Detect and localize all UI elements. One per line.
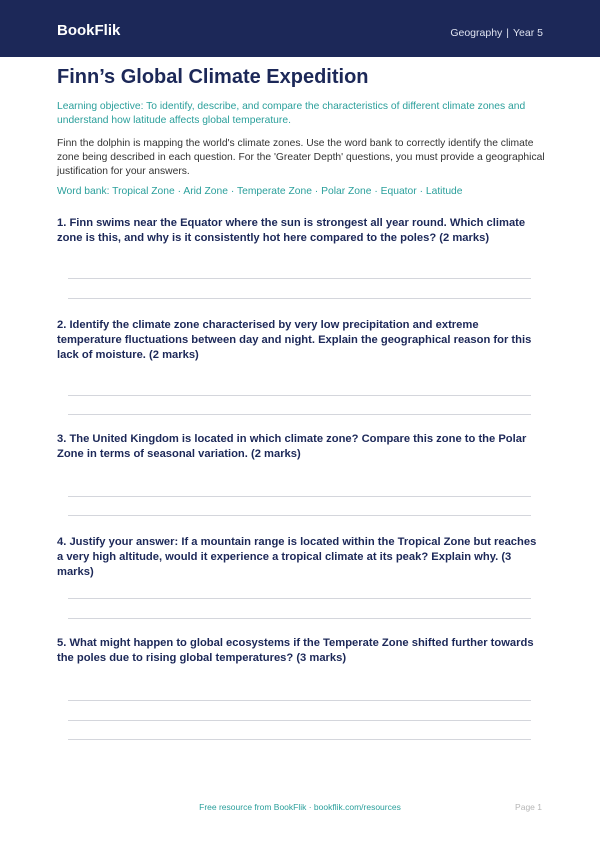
subject-label: Geography <box>450 27 503 39</box>
answer-line-q5-3[interactable] <box>68 739 531 740</box>
word-bank-term: · Temperate Zone <box>228 186 312 197</box>
question-4: 4. Justify your answer: If a mountain range is located within the Tropical Zone but reaches a very high altitude, would it experience a tropical climate at its peak? Explain why. (3 marks) <box>57 536 537 578</box>
page-number: Page 1 <box>515 802 542 812</box>
answer-line-q3-1[interactable] <box>68 496 531 497</box>
answer-line-q3-2[interactable] <box>68 515 531 516</box>
question-1: 1. Finn swims near the Equator where the sun is strongest all year round. Which climate zone is this, and why is it consistently hot here compared to the poles? (2 marks) <box>57 217 526 244</box>
word-bank-term: · Latitude <box>417 186 463 197</box>
question-5: 5. What might happen to global ecosystems if the Temperate Zone shifted further towards the poles due to rising global temperatures? (3 marks) <box>57 637 534 664</box>
word-bank-term: · Polar Zone <box>312 186 372 197</box>
answer-line-q2-1[interactable] <box>68 395 531 396</box>
word-bank <box>57 185 463 198</box>
answer-line-q1-2[interactable] <box>68 298 531 299</box>
answer-line-q5-1[interactable] <box>68 700 531 701</box>
answer-line-q2-2[interactable] <box>68 414 531 415</box>
year-label: Year 5 <box>513 27 543 39</box>
question-3: 3. The United Kingdom is located in which climate zone? Compare this zone to the Polar Zone in terms of seasonal variation. (2 marks) <box>57 433 527 460</box>
subject-separator: | <box>506 27 510 39</box>
word-bank-term: · Equator <box>371 186 416 197</box>
header-bar <box>0 0 600 57</box>
footer-resource-link[interactable]: Free resource from BookFlik · bookflik.com/resources <box>199 802 401 812</box>
answer-line-q5-2[interactable] <box>68 720 531 721</box>
brand-logo[interactable]: BookFlik <box>57 22 121 39</box>
question-2: 2. Identify the climate zone characterised by very low precipitation and extreme temperature fluctuations between day and night. Explain the geographical reason for this lack of moisture. (2 marks) <box>57 319 532 361</box>
word-bank-term: Tropical Zone <box>112 186 175 197</box>
answer-line-q4-1[interactable] <box>68 598 531 599</box>
learning-objective: Learning objective: To identify, describe, and compare the characteristics of different climate zones and understand how latitude affects global temperature. <box>57 101 526 126</box>
page-title: Finn’s Global Climate Expedition <box>57 66 369 88</box>
word-bank-label: Word bank: <box>57 186 110 197</box>
subject-year-label <box>450 27 543 40</box>
intro-paragraph: Finn the dolphin is mapping the world's climate zones. Use the word bank to correctly identify the climate zone being described in each question. For the 'Greater Depth' questions, you must provide a geographical justification for your answers. <box>57 138 545 177</box>
word-bank-term: · Arid Zone <box>175 186 228 197</box>
answer-line-q4-2[interactable] <box>68 618 531 619</box>
answer-line-q1-1[interactable] <box>68 278 531 279</box>
